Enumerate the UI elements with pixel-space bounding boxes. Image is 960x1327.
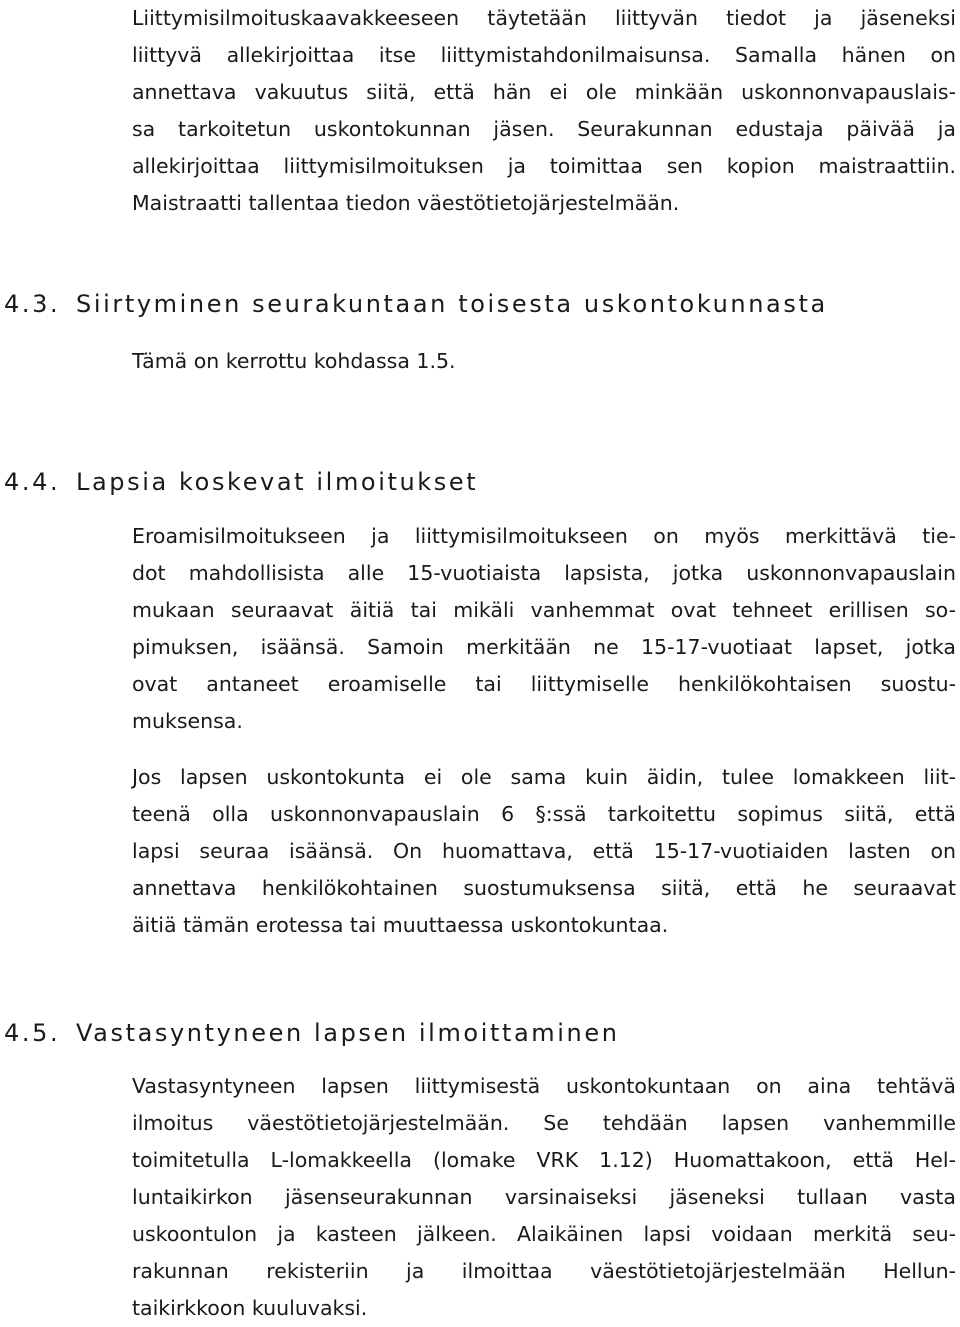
s44-p1-line-6: muksensa.: [132, 709, 243, 733]
s45-line-2: ilmoitus väestötietojärjestelmään. Se tehdään lapsen vanhemmille: [132, 1111, 956, 1135]
s44-p1-line-1: Eroamisilmoitukseen ja liittymisilmoitukseen on myös merkittävä tie-: [132, 524, 956, 548]
s44-p1-line-5: ovat antaneet eroamiselle tai liittymiselle henkilökohtaisen suostu-: [132, 672, 956, 696]
section-4-3-number: 4.3.: [4, 290, 61, 318]
s44-p2-line-5: äitiä tämän erotessa tai muuttaessa uskontokuntaa.: [132, 913, 669, 937]
s45-line-6: rakunnan rekisteriin ja ilmoittaa väestötietojärjestelmään Hellun-: [132, 1259, 956, 1283]
intro-paragraph: [132, 0, 956, 222]
section-4-3-line-1: Tämä on kerrottu kohdassa 1.5.: [132, 349, 456, 373]
intro-line-6: Maistraatti tallentaa tiedon väestötietojärjestelmään.: [132, 191, 680, 215]
section-4-3-title: Siirtyminen seurakuntaan toisesta uskontokunnasta: [76, 290, 828, 318]
section-4-4-paragraph-1: [132, 518, 956, 740]
s44-p1-line-3: mukaan seuraavat äitiä tai mikäli vanhemmat ovat tehneet erillisen so-: [132, 598, 956, 622]
section-4-5-heading: [0, 1019, 620, 1047]
intro-line-4: sa tarkoitetun uskontokunnan jäsen. Seurakunnan edustaja päivää ja: [132, 117, 956, 141]
s45-line-1: Vastasyntyneen lapsen liittymisestä uskontokuntaan on aina tehtävä: [132, 1074, 956, 1098]
section-4-5-title: Vastasyntyneen lapsen ilmoittaminen: [76, 1019, 620, 1047]
s45-line-5: uskoontulon ja kasteen jälkeen. Alaikäinen lapsi voidaan merkitä seu-: [132, 1222, 956, 1246]
s44-p2-line-1: Jos lapsen uskontokunta ei ole sama kuin äidin, tulee lomakkeen liit-: [132, 765, 956, 789]
section-4-4-heading: [0, 468, 478, 496]
intro-line-3: annettava vakuutus siitä, että hän ei ole minkään uskonnonvapauslais-: [132, 80, 956, 104]
section-4-4-title: Lapsia koskevat ilmoitukset: [76, 468, 479, 496]
s44-p2-line-3: lapsi seuraa isäänsä. On huomattava, että 15-17-vuotiaiden lasten on: [132, 839, 956, 863]
section-4-3-heading: [0, 290, 828, 318]
s44-p1-line-2: dot mahdollisista alle 15-vuotiaista lapsista, jotka uskonnonvapauslain: [132, 561, 956, 585]
s45-line-7: taikirkkoon kuuluvaksi.: [132, 1296, 368, 1320]
section-4-5-paragraph: [132, 1068, 956, 1327]
s44-p2-line-2: teenä olla uskonnonvapauslain 6 §:ssä tarkoitettu sopimus siitä, että: [132, 802, 956, 826]
section-4-5-number: 4.5.: [4, 1019, 61, 1047]
intro-line-5: allekirjoittaa liittymisilmoituksen ja toimittaa sen kopion maistraattiin.: [132, 154, 956, 178]
intro-line-2: liittyvä allekirjoittaa itse liittymistahdonilmaisunsa. Samalla hänen on: [132, 43, 956, 67]
intro-line-1: Liittymisilmoituskaavakkeeseen täytetään liittyvän tiedot ja jäseneksi: [132, 6, 956, 30]
s45-line-4: luntaikirkon jäsenseurakunnan varsinaiseksi jäseneksi tullaan vasta: [132, 1185, 956, 1209]
section-4-4-number: 4.4.: [4, 468, 61, 496]
s45-line-3: toimitetulla L-lomakkeella (lomake VRK 1.12) Huomattakoon, että Hel-: [132, 1148, 956, 1172]
s44-p1-line-4: pimuksen, isäänsä. Samoin merkitään ne 15-17-vuotiaat lapset, jotka: [132, 635, 956, 659]
section-4-4-paragraph-2: [132, 759, 956, 944]
s44-p2-line-4: annettava henkilökohtainen suostumuksensa siitä, että he seuraavat: [132, 876, 956, 900]
section-4-3-paragraph: [132, 343, 956, 380]
